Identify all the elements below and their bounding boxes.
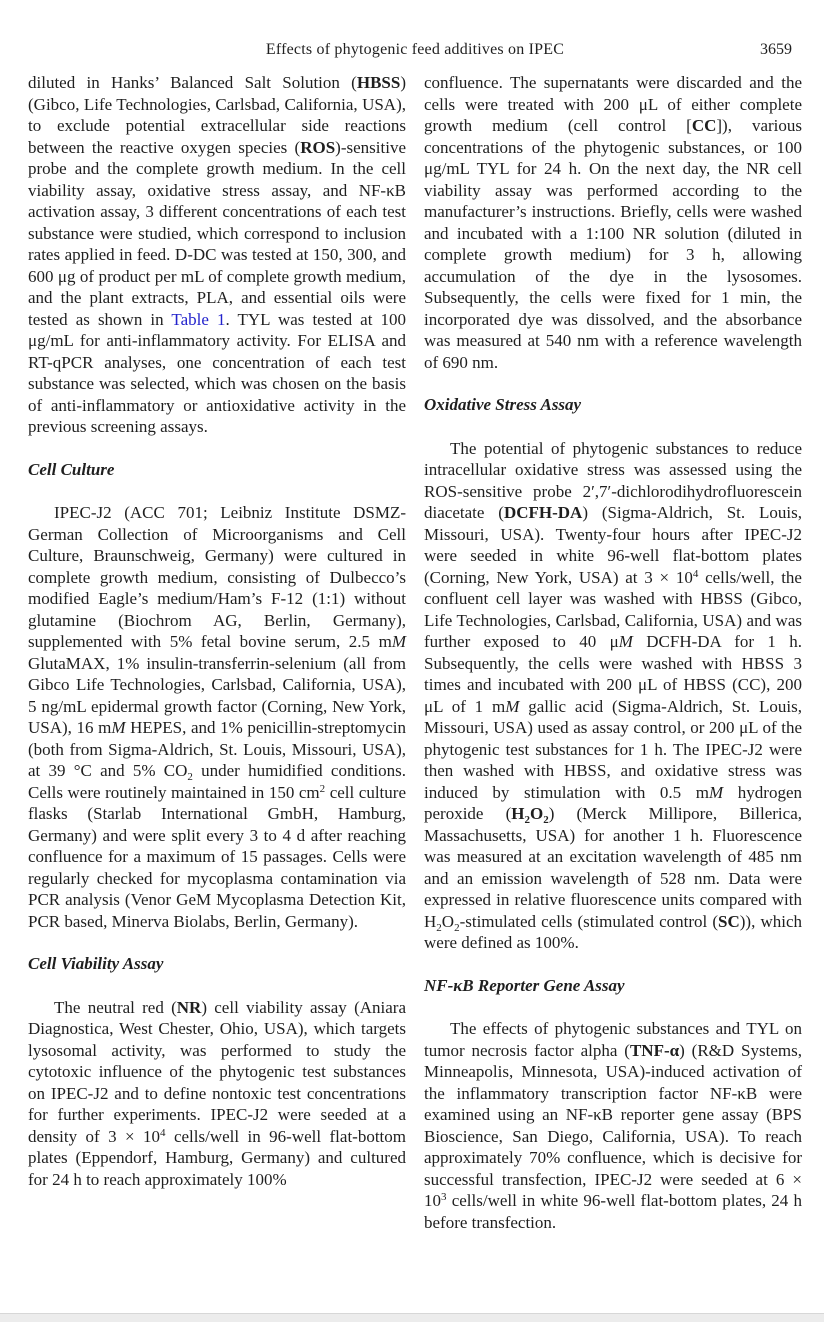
text-segment: CC <box>691 116 717 135</box>
text-segment: 2 <box>524 814 530 826</box>
running-title: Effects of phytogenic feed additives on IPEC <box>265 41 565 58</box>
text-segment: NR <box>176 997 202 1017</box>
text-segment: The neutral red ( <box>54 997 177 1017</box>
text-segment: 4 <box>160 1126 166 1139</box>
text-segment: ) cell viability assay (Aniara Diagnostica, West Chester, Ohio, USA), which targets lysosomal activity, was performed to study the cytotoxic influence of the phytogenic test substances on IPEC-J2 and to define nontoxic test concentrations for further experiments. IPEC-J2 were seeded at a density of 3 × 10 <box>28 997 406 1146</box>
text-segment: O <box>441 911 455 931</box>
text-segment: SC <box>718 911 740 931</box>
text-segment: 2 <box>187 771 193 783</box>
paragraph <box>424 438 802 954</box>
running-head <box>28 40 802 60</box>
table-1-link[interactable]: Table 1 <box>171 309 226 329</box>
section-heading: NF-κB Reporter Gene Assay <box>424 975 625 995</box>
bottom-scrollbar-track[interactable] <box>0 1313 824 1322</box>
text-segment: 4 <box>692 567 699 580</box>
text-segment: 2 <box>436 921 442 934</box>
text-segment: hydrogen peroxide ( <box>424 782 802 823</box>
text-segment: DCFH-DA <box>503 503 583 522</box>
text-segment: cells/well, the confluent cell layer was washed with HBSS (Gibco, Life Technologies, Carlsbad, California, USA) and was further exposed to 40 μ <box>424 567 802 651</box>
text-segment: M <box>505 696 520 716</box>
text-segment: IPEC-J2 (ACC 701; Leibniz Institute DSMZ-German Collection of Microorganisms and Cell Culture, Braunschweig, Germany) were cultured in complete growth medium, consisting of Dulbecco’s modified Eagle’s medium/Ham’s F-12 (1:1) without glutamine (Biochrom AG, Berlin, Germany), supplemented with 5% fetal bovine serum, 2.5 m <box>28 503 406 651</box>
text-segment: M <box>709 782 724 802</box>
text-segment: ) (Gibco, Life Technologies, Carlsbad, California, USA), to exclude potential extracellular side reactions between the reactive oxygen species ( <box>28 73 406 157</box>
paragraph <box>424 72 802 373</box>
text-segment: O <box>529 804 544 823</box>
text-segment: cells/well in 96-well flat-bottom plates (Eppendorf, Hamburg, Germany) and cultured for 24 h to reach approximately 100% <box>28 1126 407 1189</box>
text-segment: ) (Sigma-Aldrich, St. Louis, Missouri, USA). Twenty-four hours after IPEC-J2 were seeded in white 96-well flat-bottom plates (Corning, New York, USA) at 3 × 10 <box>424 503 803 587</box>
text-segment: The effects of phytogenic substances and TYL on tumor necrosis factor alpha ( <box>424 1019 802 1060</box>
text-segment: H <box>511 804 525 823</box>
text-segment: cell culture flasks (Starlab International GmbH, Hamburg, Germany) and were split every 3 to 4 d after reaching confluence for a maximum of 15 passages. Cells were regularly checked for mycoplasma contamination via PCR analysis (Venor GeM Mycoplasma Detection Kit, PCR based, Minerva Biolabs, Berlin, Germany). <box>28 782 406 931</box>
text-segment: The potential of phytogenic substances to reduce intracellular oxidative stress was assessed using the ROS-sensitive probe 2′,7′-dichlorodihydrofluorescein diacetate ( <box>424 438 802 522</box>
text-segment: confluence. The supernatants were discarded and the cells were treated with 200 μL of either complete growth medium (cell control [ <box>424 73 802 135</box>
text-segment: gallic acid (Sigma-Aldrich, St. Louis, Missouri, USA) used as assay control, or 200 μL of the phytogenic test substances for 1 h. The IPEC-J2 were then washed with HBSS, and oxidative stress was induced by stimulation with 0.5 m <box>424 696 802 802</box>
text-segment: ) (Merck Millipore, Billerica, Massachusetts, USA) for another 1 h. Fluorescence was measured at an excitation wavelength of 485 nm and an emission wavelength of 528 nm. Data were expressed in relative fluorescence units compared with H <box>424 804 802 931</box>
text-segment: . TYL was tested at 100 μg/mL for anti-inflammatory activity. For ELISA and RT-qPCR analyses, one concentration of each test substance was selected, which was chosen on the basis of anti-inflammatory or antioxidative activity in the previous screening assays. <box>28 309 407 436</box>
text-segment: M <box>391 632 406 651</box>
text-segment: GlutaMAX, 1% insulin-transferrin-selenium (all from Gibco Life Technologies, Carlsbad, California, USA), 5 ng/mL epidermal growth factor (Corning, New York, USA), 16 m <box>28 653 406 737</box>
paragraph <box>28 502 406 932</box>
text-segment: TNF-α <box>629 1040 680 1060</box>
text-segment: )-sensitive probe and the complete growth medium. In the cell viability assay, oxidative stress assay, and NF-κB activation assay, 3 different concentrations of each test substance were studied, which correspond to inclusion rates applied in feed. D-DC was tested at 150, 300, and 600 μg of product per mL of complete growth medium, and the plant extracts, PLA, and essential oils were tested as shown in <box>28 137 406 329</box>
column-left <box>28 72 406 1233</box>
text-segment: 2 <box>454 921 460 934</box>
text-segment: HBSS <box>356 73 401 92</box>
page-number: 3659 <box>760 41 792 58</box>
text-columns <box>28 72 802 1233</box>
text-segment: 3 <box>441 1191 447 1203</box>
text-segment: HEPES, and 1% penicillin-streptomycin (both from Sigma-Aldrich, St. Louis, Missouri, USA), at 39 °C and 5% CO <box>28 718 406 780</box>
paragraph <box>28 997 406 1191</box>
column-right <box>424 72 802 1233</box>
text-segment: )), which were defined as 100%. <box>424 911 802 952</box>
text-segment: ) (R&D Systems, Minneapolis, Minnesota, USA)-induced activation of the inflammatory transcription factor NF-κB were examined using an NF-κB reporter gene assay (BPS Bioscience, San Diego, California, USA). To reach approximately 70% confluence, which is decisive for successful transfection, IPEC-J2 were seeded at 6 × 10 <box>424 1040 802 1210</box>
paragraph <box>424 1018 802 1233</box>
text-segment: M <box>618 632 633 651</box>
text-segment: cells/well in white 96-well flat-bottom plates, 24 h before transfection. <box>424 1191 802 1232</box>
text-segment: ]), various concentrations of the phytogenic substances, or 100 μg/mL TYL for 24 h. On the next day, the NR cell viability assay was performed according to the manufacturer’s instructions. Briefly, cells were washed and incubated with a 1:100 NR solution (diluted in complete growth medium) for 3 h, allowing accumulation of the dye in the lysosomes. Subsequently, the cells were fixed for 1 min, the incorporated dye was dissolved, and the absorbance was measured at 540 nm with a reference wavelength of 690 nm. <box>424 116 802 372</box>
text-segment: M <box>111 718 126 737</box>
text-segment: DCFH-DA for 1 h. Subsequently, the cells were washed with HBSS 3 times and incubated with 200 μL of HBSS (CC), 200 μL of 1 m <box>424 632 803 716</box>
text-segment: under humidified conditions. Cells were routinely maintained in 150 cm <box>28 761 406 802</box>
section-heading: Oxidative Stress Assay <box>424 395 582 414</box>
paragraph <box>28 72 406 438</box>
section-heading: Cell Culture <box>28 459 115 479</box>
text-segment: diluted in Hanks’ Balanced Salt Solution ( <box>28 73 357 92</box>
text-segment: ROS <box>300 137 336 157</box>
text-segment: 2 <box>543 814 549 826</box>
text-segment: 2 <box>319 782 326 795</box>
section-heading: Cell Viability Assay <box>28 954 164 973</box>
text-segment: -stimulated cells (stimulated control ( <box>459 911 719 931</box>
